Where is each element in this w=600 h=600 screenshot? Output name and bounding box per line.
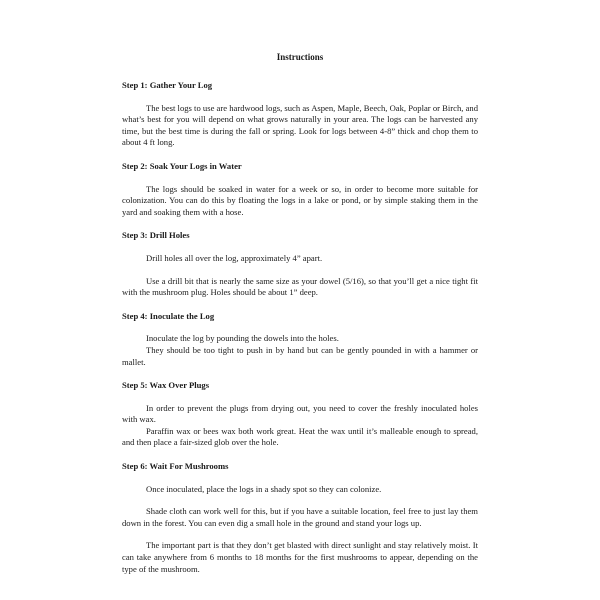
step-3-paragraph-2: Use a drill bit that is nearly the same size as your dowel (5/16), so that you’ll get a nice tight fit with the mushroom plug. Holes should be about 1” deep. <box>122 275 478 298</box>
step-1-heading: Step 1: Gather Your Log <box>122 80 213 90</box>
step-3-heading: Step 3: Drill Holes <box>122 230 190 241</box>
step-6-paragraph-2: Shade cloth can work well for this, but if you have a suitable location, feel free to just lay them down in the forest. You can even dig a small hole in the ground and stand your logs up. <box>122 506 478 528</box>
step-2-paragraph-1: The logs should be soaked in water for a week or so, in order to become more suitable for colonization. You can do this by floating the logs in a lake or pond, or by simple staking them in the yard and soaking them with a hose. <box>122 183 478 217</box>
step-3-paragraph-1: Drill holes all over the log, approximately 4” apart. <box>146 252 323 263</box>
step-1-paragraph-1: The best logs to use are hardwood logs, such as Aspen, Maple, Beech, Oak, Poplar or Birch, and what’s best for you will depend on what grows naturally in your area. The logs can be harvested any time, but the best time is during the fall or spring. Look for logs between 4-8” thick and chop them to about 4 ft long. <box>122 102 478 148</box>
step-5-heading: Step 5: Wax Over Plugs <box>122 380 210 391</box>
step-6-paragraph-1: Once inoculated, place the logs in a shady spot so they can colonize. <box>146 483 382 494</box>
step-4-paragraph-1: Inoculate the log by pounding the dowels into the holes. <box>146 333 339 344</box>
step-4-heading: Step 4: Inoculate the Log <box>122 310 215 321</box>
instructions-body <box>122 80 478 575</box>
page-title: Instructions <box>276 52 324 62</box>
step-6-heading: Step 6: Wait For Mushrooms <box>122 461 229 472</box>
step-2-heading: Step 2: Soak Your Logs in Water <box>122 160 242 171</box>
step-5-paragraph-1: In order to prevent the plugs from drying out, you need to cover the freshly inoculated holes with wax. <box>122 402 478 425</box>
step-6-paragraph-3: The important part is that they don’t get blasted with direct sunlight and stay relatively moist. It can take anywhere from 6 months to 18 months for the first mushrooms to appear, depending on the type of the mushroom. <box>122 540 478 574</box>
step-4-paragraph-2: They should be too tight to push in by hand but can be gently pounded in with a hammer or mallet. <box>122 344 478 367</box>
step-5-paragraph-2: Paraffin wax or bees wax both work great. Heat the wax until it’s malleable enough to spread, and then place a fair-sized glob over the hole. <box>122 425 478 448</box>
